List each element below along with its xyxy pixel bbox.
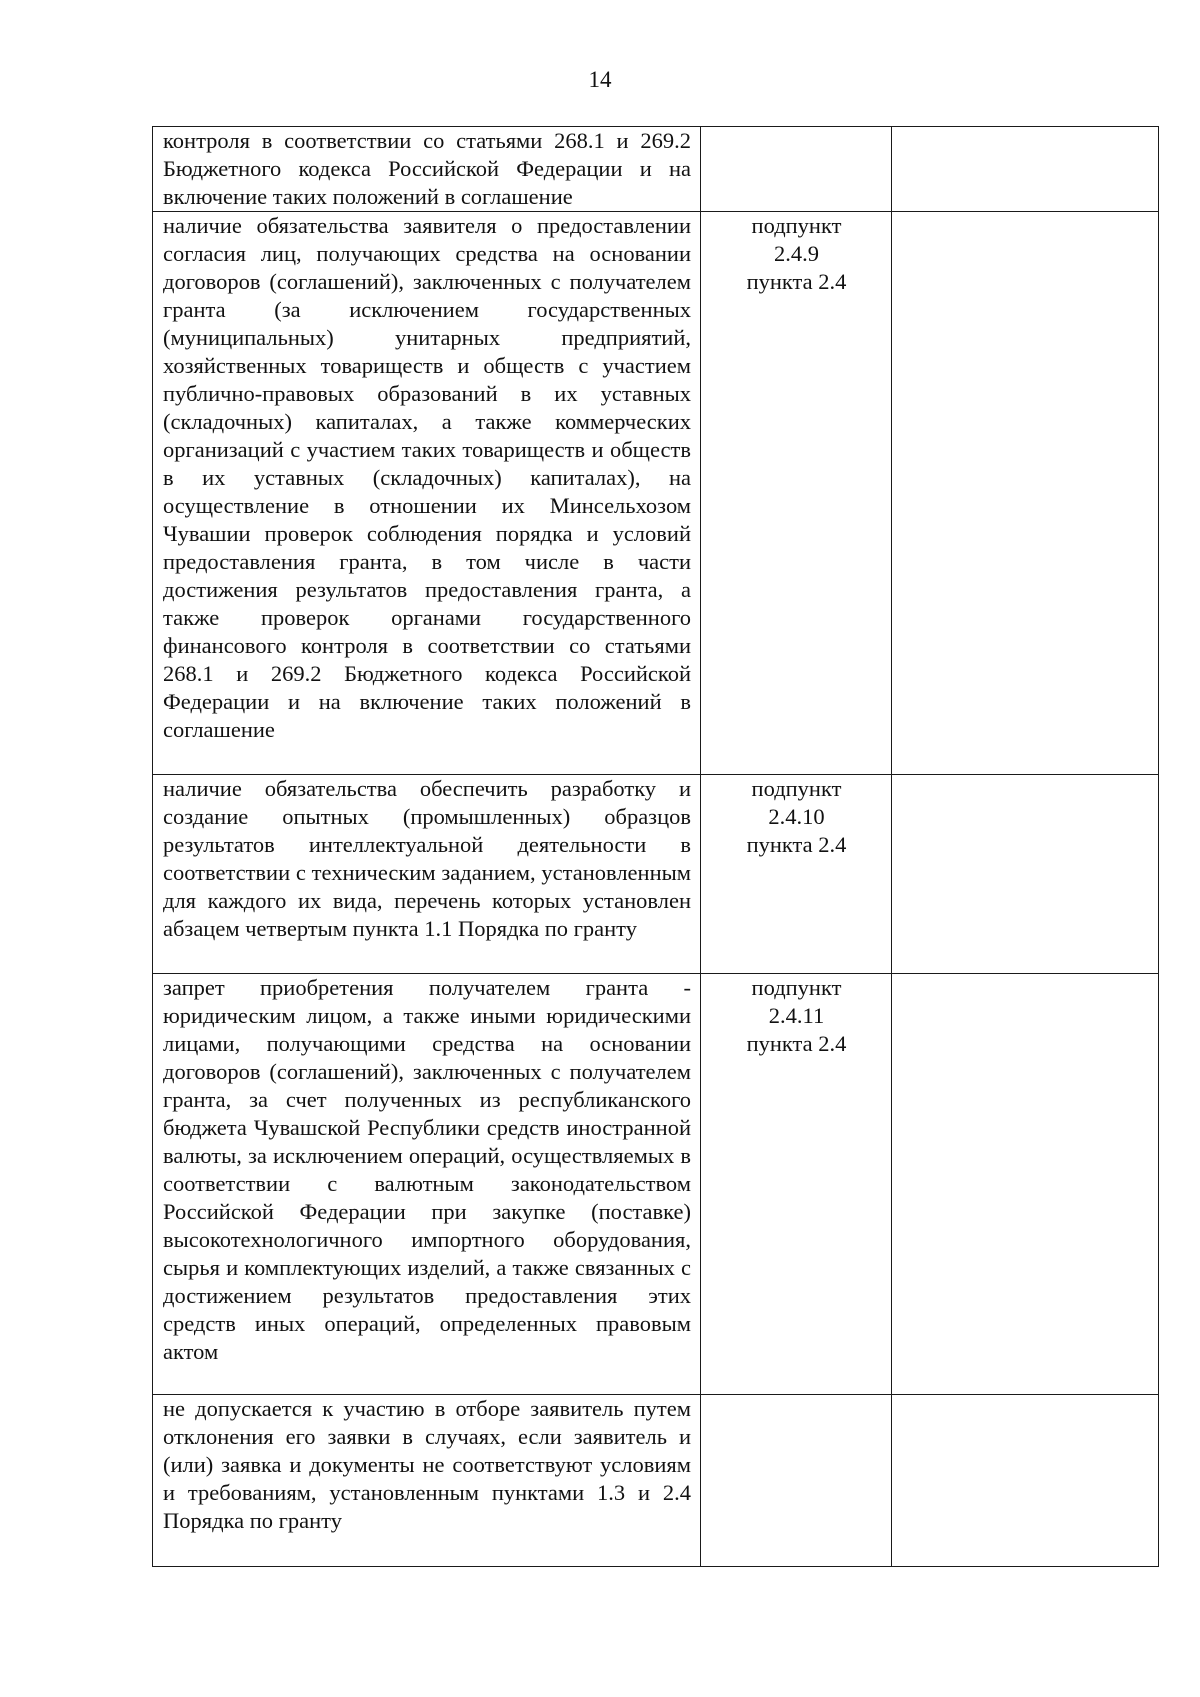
reference-cell bbox=[701, 212, 892, 775]
reference-line: пункта 2.4 bbox=[746, 269, 847, 294]
requirement-text: наличие обязательства заявителя о предоставлении согласия лиц, получающих средства на основании договоров (соглашений), заключенных с получателем гранта (за исключением государственных (муниципальных) унитарных предприятий, хозяйственных товариществ и обществ с участием публично-правовых образований в их уставных (складочных) капиталах, а также коммерческих организаций с участием таких товариществ и обществ в их уставных (складочных) капиталах), на осуществление в отношении их Минсельхозом Чувашии проверок соблюдения порядка и условий предоставления гранта, в том числе в части достижения результатов предоставления гранта, а также проверок органами государственного финансового контроля в соответствии со статьями 268.1 и 269.2 Бюджетного кодекса Российской Федерации и на включение таких положений в соглашение bbox=[153, 212, 701, 775]
notes-cell bbox=[892, 775, 1159, 974]
reference-line: пункта 2.4 bbox=[746, 1031, 847, 1056]
table-row bbox=[153, 775, 1159, 974]
reference-cell bbox=[701, 1395, 892, 1567]
table-row bbox=[153, 1395, 1159, 1567]
reference-cell bbox=[701, 775, 892, 974]
reference-cell bbox=[701, 974, 892, 1395]
table-row bbox=[153, 974, 1159, 1395]
notes-cell bbox=[892, 212, 1159, 775]
requirement-text: запрет приобретения получателем гранта - юридическим лицом, а также иными юридическими лицами, получающими средства на основании договоров (соглашений), заключенных с получателем гранта, за счет полученных из республиканского бюджета Чувашской Республики средств иностранной валюты, за исключением операций, осуществляемых в соответствии с валютным законодательством Российской Федерации при закупке (поставке) высокотехнологичного импортного оборудования, сырья и комплектующих изделий, а также связанных с достижением результатов предоставления этих средств иных операций, определенных правовым актом bbox=[153, 974, 701, 1395]
table-row bbox=[153, 127, 1159, 212]
table-row bbox=[153, 212, 1159, 775]
reference-line: 2.4.10 bbox=[768, 804, 825, 829]
requirement-text: контроля в соответствии со статьями 268.1 и 269.2 Бюджетного кодекса Российской Федерации и на включение таких положений в соглашение bbox=[153, 127, 701, 212]
requirement-text: не допускается к участию в отборе заявитель путем отклонения его заявки в случаях, если заявитель и (или) заявка и документы не соответствуют условиям и требованиям, установленным пунктами 1.3 и 2.4 Порядка по гранту bbox=[153, 1395, 701, 1567]
notes-cell bbox=[892, 1395, 1159, 1567]
reference-line: подпункт bbox=[751, 975, 842, 1000]
page-number: 14 bbox=[588, 67, 612, 92]
requirements-table bbox=[152, 126, 1159, 1567]
notes-cell bbox=[892, 974, 1159, 1395]
reference-line: подпункт bbox=[751, 213, 842, 238]
reference-line: подпункт bbox=[751, 776, 842, 801]
notes-cell bbox=[892, 127, 1159, 212]
requirement-text: наличие обязательства обеспечить разработку и создание опытных (промышленных) образцов результатов интеллектуальной деятельности в соответствии с техническим заданием, установленным для каждого их вида, перечень которых установлен абзацем четвертым пункта 1.1 Порядка по гранту bbox=[153, 775, 701, 974]
reference-line: 2.4.11 bbox=[768, 1003, 825, 1028]
reference-line: 2.4.9 bbox=[774, 241, 819, 266]
reference-cell bbox=[701, 127, 892, 212]
reference-line: пункта 2.4 bbox=[746, 832, 847, 857]
